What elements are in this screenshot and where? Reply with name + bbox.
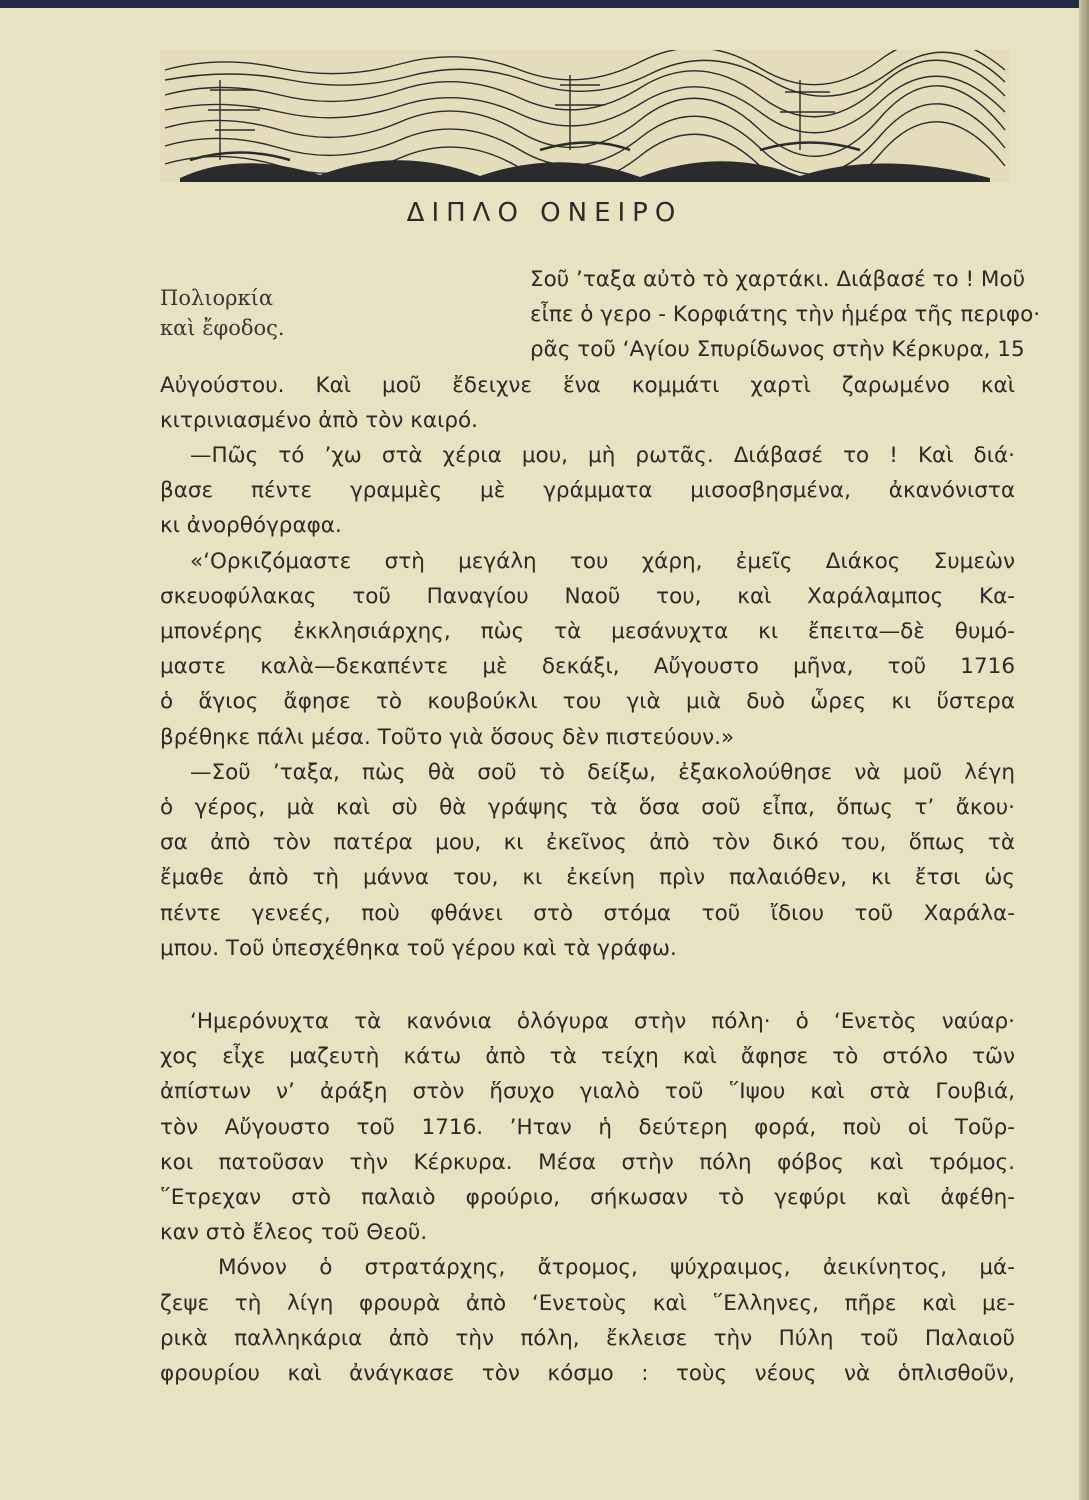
text-line: κιτρινιασμένο ἀπὸ τὸν καιρό. (160, 407, 478, 433)
margin-note-line-1: Πολιορκία (160, 286, 274, 310)
text-line: βρέθηκε πάλι μέσα. Τοῦτο γιὰ ὅσους δὲν πιστεύουν.» (160, 724, 735, 750)
text-line: ρικὰ παλληκάρια ἀπὸ τὴν πόλη, ἔκλεισε τὴν Πύλη τοῦ Παλαιοῦ (160, 1325, 1015, 1351)
text-line: ὁ γέρος, μὰ καὶ σὺ θὰ γράψης τὰ ὅσα σοῦ εἶπα, ὅπως τ’ ἄκου· (160, 795, 1015, 821)
text-line: σα ἀπὸ τὸν πατέρα μου, κι ἐκεῖνος ἀπὸ τὸν δικό του, ὅπως τὰ (160, 830, 1015, 856)
text-line: ἔμαθε ἀπὸ τὴ μάννα του, κι ἐκείνη πρὶν παλαιόθεν, κι ἔτσι ὡς (160, 865, 1015, 891)
margin-note-line-2: καὶ ἔφοδος. (160, 316, 285, 340)
text-line: ῞Ετρεχαν στὸ παλαιὸ φρούριο, σήκωσαν τὸ γεφύρι καὶ ἀφέθη- (160, 1185, 1015, 1211)
text-line: Μόνον ὁ στρατάρχης, ἄτρομος, ψύχραιμος, ἀεικίνητος, μά- (218, 1255, 1015, 1281)
top-border (0, 0, 1089, 8)
text-line: Αὐγούστου. Καὶ μοῦ ἔδειχνε ἕνα κομμάτι χαρτὶ ζαρωμένο καὶ (160, 372, 1015, 398)
text-line: μπονέρης ἐκκλησιάρχης, πὼς τὰ μεσάνυχτα κι ἔπειτα—δὲ θυμό- (160, 619, 1015, 645)
text-line: τὸν Αὔγουστο τοῦ 1716. ’Ηταν ἡ δεύτερη φορά, ποὺ οἱ Τοῦρ- (160, 1114, 1015, 1140)
paragraph-intro (160, 262, 1041, 966)
text-line: ὁ ἅγιος ἄφησε τὸ κουβούκλι του γιὰ μιὰ δυὸ ὧρες κι ὕστερα (160, 689, 1015, 715)
text-line: σκευοφύλακας τοῦ Παναγίου Ναοῦ του, καὶ Χαράλαμπος Κα- (160, 583, 1015, 609)
text-line: ρᾶς τοῦ ‘Αγίου Σπυρίδωνος στὴν Κέρκυρα, 15 (530, 337, 1025, 363)
text-line: ‘Ημερόνυχτα τὰ κανόνια ὁλόγυρα στὴν πόλη· ὁ ‘Ενετὸς ναύαρ· (190, 1009, 1015, 1034)
text-line: ζεψε τὴ λίγη φρουρὰ ἀπὸ ‘Ενετοὺς καὶ ῞Ελληνες, πῆρε καὶ με- (160, 1290, 1015, 1316)
text-line: καν στὸ ἔλεος τοῦ Θεοῦ. (160, 1220, 428, 1246)
text-line: φρουρίου καὶ ἀνάγκασε τὸν κόσμο : τοὺς νέους νὰ ὁπλισθοῦν, (160, 1361, 1015, 1387)
text-line: βασε πέντε γραμμὲς μὲ γράμματα μισοσβησμένα, ἀκανόνιστα (160, 478, 1015, 504)
text-line: κοι πατοῦσαν τὴν Κέρκυρα. Μέσα στὴν πόλη φόβος καὶ τρόμος. (160, 1149, 1015, 1175)
paragraph-siege (160, 1004, 1015, 1391)
text-line: χος εἶχε μαζευτὴ κάτω ἀπὸ τὰ τείχη καὶ ἄφησε τὸ στόλο τῶν (160, 1044, 1015, 1070)
text-line: ἀπίστων ν’ ἀράξη στὸν ἥσυχο γιαλὸ τοῦ ῞Ιψου καὶ στὰ Γουβιά, (160, 1079, 1015, 1105)
text-line: Σοῦ ’ταξα αὐτὸ τὸ χαρτάκι. Διάβασέ το ! Μοῦ (530, 267, 1026, 292)
sea-battle-vignette (160, 50, 1010, 182)
text-line: —Σοῦ ’ταξα, πὼς θὰ σοῦ τὸ δείξω, ἐξακολούθησε νὰ μοῦ λέγη (190, 759, 1015, 785)
text-line: πέντε γενεές, ποὺ φθάνει στὸ στόμα τοῦ ἴδιου τοῦ Χαράλα- (160, 900, 1015, 926)
text-line: «‘Ορκιζόμαστε στὴ μεγάλη του χάρη, ἐμεῖς Διάκος Συμεὼν (190, 548, 1015, 574)
text-line: μπου. Τοῦ ὑπεσχέθηκα τοῦ γέρου καὶ τὰ γράφω. (160, 935, 677, 961)
text-line: μαστε καλὰ—δεκαπέντε μὲ δεκάξι, Αὔγουστο μῆνα, τοῦ 1716 (160, 654, 1015, 680)
chapter-title: ΔΙΠΛΟ ΟΝΕΙΡΟ (406, 198, 683, 228)
text-line: —Πῶς τό ’χω στὰ χέρια μου, μὴ ρωτᾶς. Διάβασέ το ! Καὶ διά· (190, 443, 1015, 469)
text-line: κι ἀνορθόγραφα. (160, 513, 342, 539)
text-line: εἶπε ὁ γερο - Κορφιάτης τὴν ἡμέρα τῆς περιφο· (530, 302, 1041, 328)
